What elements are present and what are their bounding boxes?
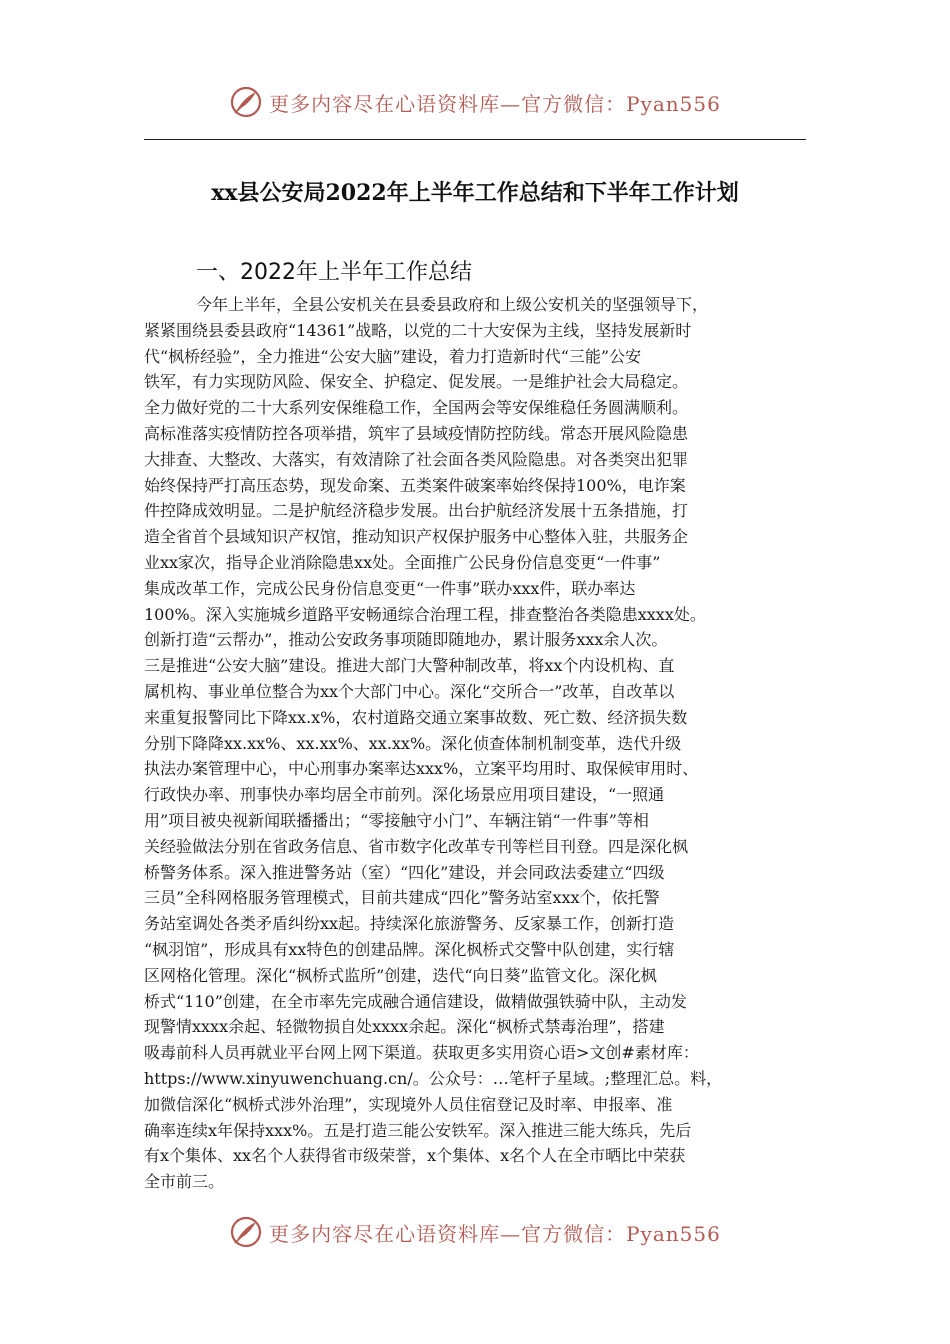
body-line: 高标准落实疫情防控各项举措，筑牢了县域疫情防控防线。常态开展风险隐患 [144, 423, 689, 443]
body-line: 执法办案管理中心，中心刑事办案率达xxx%，立案平均用时、取保候审用时、 [144, 759, 699, 779]
body-line: 今年上半年，全县公安机关在县委县政府和上级公安机关的坚强领导下， [196, 295, 709, 314]
body-line: https://www.xinyuwenchuang.cn/。公众号：…笔杆子星域。;整理汇总。料， [144, 1068, 723, 1088]
body-line: 铁军，有力实现防风险、保安全、护稳定、促发展。一是维护社会大局稳定。 [144, 372, 689, 392]
body-line: 来重复报警同比下降xx.x%，农村道路交通立案事故数、死亡数、经济损失数 [144, 707, 688, 727]
body-line: 属机构、事业单位整合为xx个大部门中心。深化“交所合一”改革，自改革以 [144, 681, 675, 701]
body-line: 关经验做法分别在省政务信息、省市数字化改革专刊等栏目刊登。四是深化枫 [144, 836, 689, 856]
body-line: 紧紧围绕县委县政府“14361”战略，以党的二十大安保为主线，坚持发展新时 [144, 320, 692, 340]
body-line: 现警情xxxx余起、轻微物损自处xxxx余起。深化“枫桥式禁毒治理”，搭建 [144, 1017, 665, 1037]
body-line: 集成改革工作，完成公民身份信息变更“一件事”联办xxx件，联办率达 [144, 578, 636, 598]
body-line: 代“枫桥经验”，全力推进“公安大脑”建设，着力打造新时代“三能”公安 [144, 346, 642, 366]
footer-banner-text: 更多内容尽在心语资料库—官方微信：Pyan556 [269, 1221, 721, 1246]
body-line: 三是推进“公安大脑”建设。推进大部门大警种制改革，将xx个内设机构、直 [144, 656, 675, 676]
header-banner[interactable] [0, 80, 950, 124]
feather-pen-circle-logo-icon [229, 85, 263, 119]
body-line: 行政快办率、刑事快办率均居全市前列。深化场景应用项目建设，“一照通 [144, 785, 665, 805]
body-line: 有x个集体、xx名个人获得省市级荣誉，x个集体、x名个人在全市晒比中荣获 [144, 1146, 686, 1166]
body-line: “枫羽馆”，形成具有xx特色的创建品牌。深化枫桥式交警中队创建，实行辖 [144, 939, 675, 959]
body-line: 创新打造“云帮办”，推动公安政务事项随即随地办，累计服务xxx余人次。 [144, 630, 668, 650]
body-line: 分别下降降xx.xx%、xx.xx%、xx.xx%。深化侦查体制机制变革，迭代升级 [144, 733, 682, 753]
body-line: 全力做好党的二十大系列安保维稳工作，全国两会等安保维稳任务圆满顺利。 [144, 398, 689, 418]
body-line: 用”项目被央视新闻联播播出；“零接触守小门”、车辆注销“一件事”等相 [144, 810, 649, 830]
body-line: 三员”全科网格服务管理模式，目前共建成“四化”警务站室xxx个，依托警 [144, 888, 660, 908]
body-line: 吸毒前科人员再就业平台网上网下渠道。获取更多实用资心语>文创#素材库： [144, 1043, 699, 1063]
body-line: 大排查、大整改、大落实，有效清除了社会面各类风险隐患。对各类突出犯罪 [144, 449, 689, 469]
body-line: 桥式“110”创建，在全市率先完成融合通信建设，做精做强铁骑中队，主动发 [144, 991, 687, 1011]
body-line: 确率连续x年保持xxx%。五是打造三能公安铁军。深入推进三能大练兵，先后 [144, 1120, 692, 1140]
body-line: 业xx家次，指导企业消除隐患xx处。全面推广公民身份信息变更“一件事” [144, 552, 661, 572]
body-line: 造全省首个县域知识产权馆，推动知识产权保护服务中心整体入驻，共服务企 [144, 527, 689, 547]
feather-pen-circle-logo-icon [229, 1215, 263, 1249]
header-divider [144, 139, 806, 140]
section-heading: 一、2022年上半年工作总结 [196, 260, 472, 285]
body-line: 加微信深化“枫桥式涉外治理”，实现境外人员住宿登记及时率、申报率、准 [144, 1094, 673, 1114]
body-line: 区网格化管理。深化“枫桥式监所”创建，迭代“向日葵”监管文化。深化枫 [144, 965, 657, 985]
header-banner-text: 更多内容尽在心语资料库—官方微信：Pyan556 [269, 91, 721, 116]
footer-banner[interactable] [0, 1210, 950, 1254]
body-line: 件控降成效明显。二是护航经济稳步发展。出台护航经济发展十五条措施，打 [144, 501, 689, 521]
body-line: 桥警务体系。深入推进警务站（室）“四化”建设，并会同政法委建立“四级 [144, 862, 665, 882]
body-line: 全市前三。 [144, 1172, 225, 1192]
body-line: 100%。深入实施城乡道路平安畅通综合治理工程，排查整治各类隐患xxxx处。 [144, 604, 706, 624]
body-line: 始终保持严打高压态势，现发命案、五类案件破案率始终保持100%，电诈案 [144, 475, 686, 495]
document-title: xx县公安局2022年上半年工作总结和下半年工作计划 [211, 180, 739, 206]
body-paragraph [144, 292, 806, 1195]
body-line: 务站室调处各类矛盾纠纷xx起。持续深化旅游警务、反家暴工作，创新打造 [144, 914, 675, 934]
